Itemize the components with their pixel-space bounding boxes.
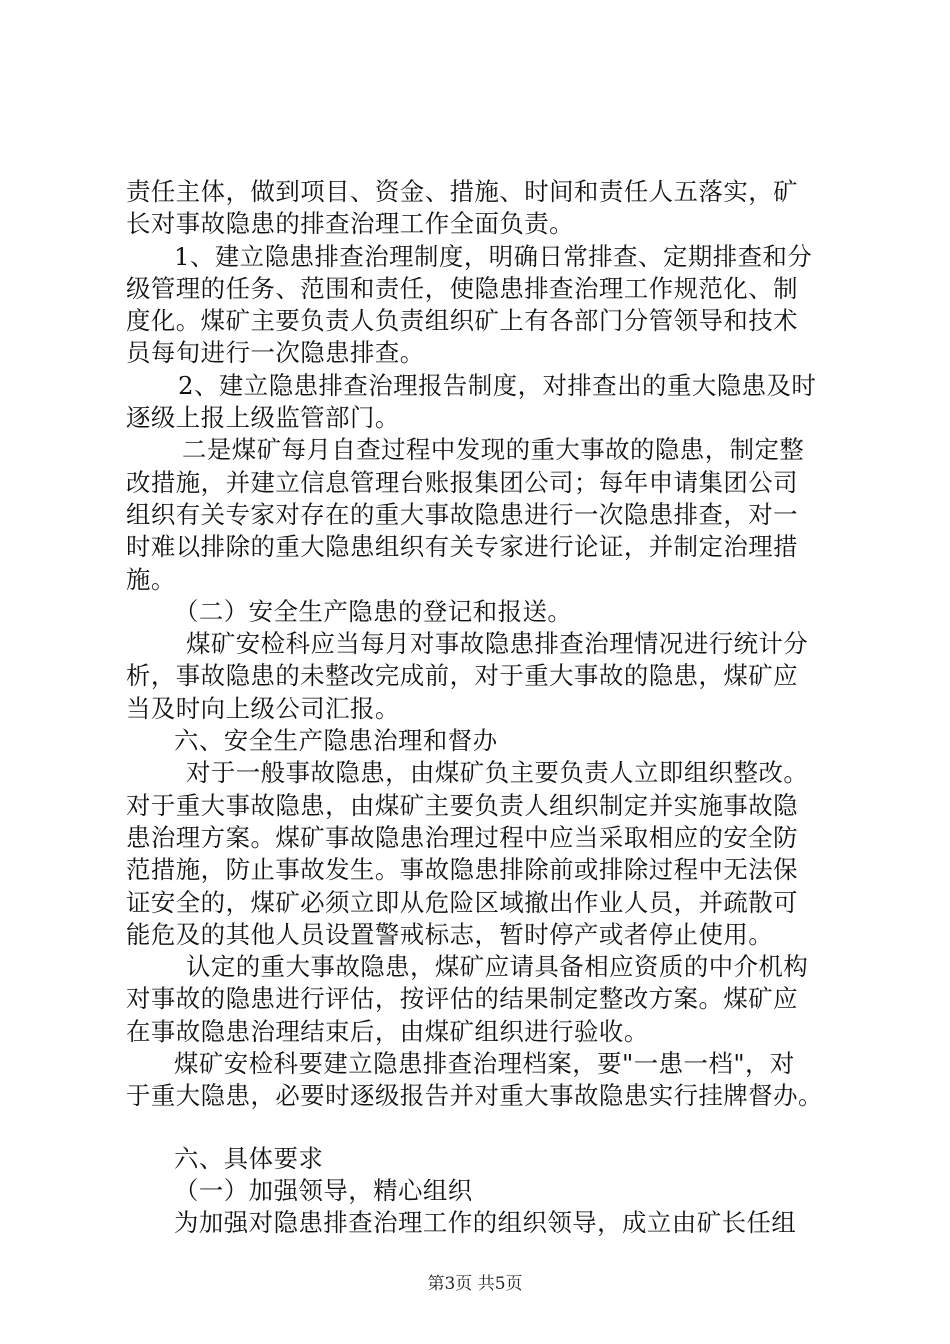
text-line: 对事故的隐患进行评估，按评估的结果制定整改方案。煤矿应 bbox=[126, 984, 799, 1014]
page-number: 第3页 共5页 bbox=[427, 1274, 523, 1294]
text-line: 证安全的，煤矿必须立即从危险区域撤出作业人员，并疏散可 bbox=[126, 887, 799, 917]
text-line: 认定的重大事故隐患，煤矿应请具备相应资质的中介机构 bbox=[186, 952, 809, 982]
text-line: 对于重大事故隐患，由煤矿主要负责人组织制定并实施事故隐 bbox=[126, 790, 799, 820]
text-line: 为加强对隐患排查治理工作的组织领导，成立由矿长任组 bbox=[174, 1208, 797, 1238]
paragraph-gap bbox=[126, 1113, 826, 1143]
text-line: 在事故隐患治理结束后，由煤矿组织进行验收。 bbox=[126, 1016, 649, 1046]
document-body bbox=[126, 176, 826, 1240]
text-line: 当及时向上级公司汇报。 bbox=[126, 693, 400, 723]
text-line: 改措施，并建立信息管理台账报集团公司；每年申请集团公司 bbox=[126, 467, 799, 497]
text-line: 施。 bbox=[126, 564, 176, 594]
text-line: 度化。煤矿主要负责人负责组织矿上有各部门分管领导和技术 bbox=[126, 306, 799, 336]
text-line: 长对事故隐患的排查治理工作全面负责。 bbox=[126, 209, 575, 239]
text-line: 1、建立隐患排查治理制度，明确日常排查、定期排查和分 bbox=[174, 241, 813, 271]
text-line: 析，事故隐患的未整改完成前，对于重大事故的隐患，煤矿应 bbox=[126, 661, 799, 691]
section-heading: （二）安全生产隐患的登记和报送。 bbox=[174, 596, 573, 626]
text-line: 逐级上报上级监管部门。 bbox=[126, 403, 400, 433]
text-line: 于重大隐患，必要时逐级报告并对重大事故隐患实行挂牌督办。 bbox=[126, 1081, 823, 1111]
text-line: 煤矿安检科应当每月对事故隐患排查治理情况进行统计分 bbox=[186, 629, 809, 659]
text-line: 员每旬进行一次隐患排查。 bbox=[126, 338, 425, 368]
text-line: 患治理方案。煤矿事故隐患治理过程中应当采取相应的安全防 bbox=[126, 822, 799, 852]
page-footer bbox=[0, 1273, 950, 1295]
text-line: 对于一般事故隐患，由煤矿负主要负责人立即组织整改。 bbox=[186, 758, 809, 788]
section-heading: 六、具体要求 bbox=[174, 1143, 324, 1173]
text-line: 能危及的其他人员设置警戒标志，暂时停产或者停止使用。 bbox=[126, 919, 774, 949]
text-line: 组织有关专家对存在的重大事故隐患进行一次隐患排查，对一 bbox=[126, 499, 799, 529]
section-heading: （一）加强领导，精心组织 bbox=[174, 1175, 473, 1205]
text-line: 范措施，防止事故发生。事故隐患排除前或排除过程中无法保 bbox=[126, 855, 799, 885]
text-line: 煤矿安检科要建立隐患排查治理档案，要"一患一档"，对 bbox=[174, 1049, 795, 1079]
section-heading: 六、安全生产隐患治理和督办 bbox=[174, 726, 498, 756]
text-line: 级管理的任务、范围和责任，使隐患排查治理工作规范化、制 bbox=[126, 273, 799, 303]
text-line: 时难以排除的重大隐患组织有关专家进行论证，并制定治理措 bbox=[126, 532, 799, 562]
text-line: 2、建立隐患排查治理报告制度，对排查出的重大隐患及时 bbox=[178, 370, 817, 400]
text-line: 责任主体，做到项目、资金、措施、时间和责任人五落实，矿 bbox=[126, 177, 799, 206]
text-line: 二是煤矿每月自查过程中发现的重大事故的隐患，制定整 bbox=[182, 435, 805, 465]
